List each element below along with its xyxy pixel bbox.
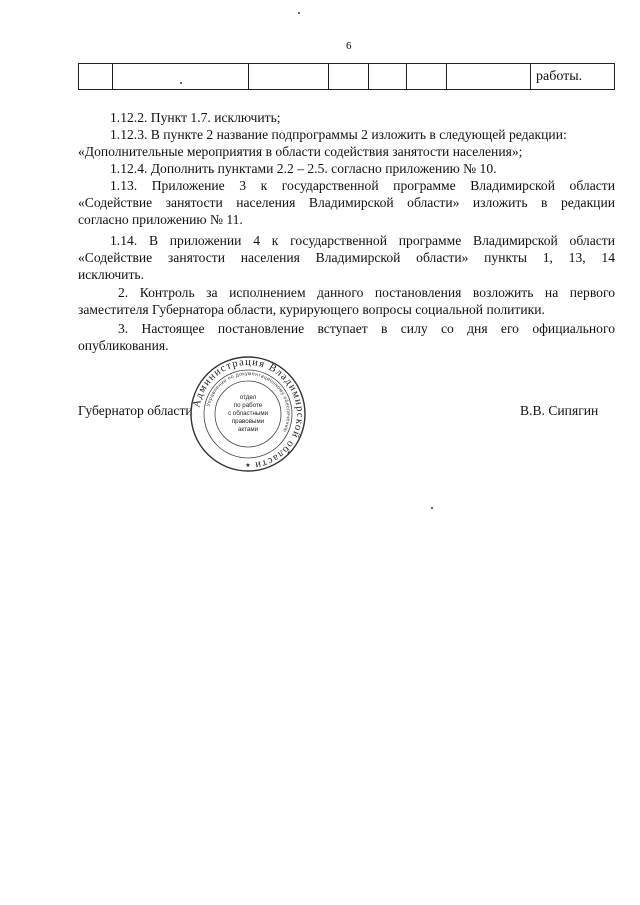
signer-name: В.В. Сипягин [520, 403, 599, 418]
body-line: «Содействие занятости населения Владимирской области» изложить в редакции [78, 195, 615, 210]
table-cell [447, 64, 531, 90]
table-cell [113, 64, 249, 90]
stamp-center-line: правовыми [231, 418, 265, 425]
stamp-outer-text: Администрация Владимирской области [191, 356, 306, 471]
table-cell [249, 64, 329, 90]
stamp-center-line: актами [237, 426, 259, 433]
body-line: 1.12.3. В пункте 2 название подпрограммы 2 изложить в следующей редакции: [110, 127, 567, 142]
body-line: заместителя Губернатора области, курирующего вопросы социальной политики. [78, 302, 545, 317]
body-line: 1.14. В приложении 4 к государственной программе Владимирской области [110, 233, 615, 248]
body-line: опубликования. [78, 338, 169, 353]
table-cell [79, 64, 113, 90]
stamp-center-line: по работе [233, 402, 263, 409]
stamp-center-line: отдел [239, 394, 257, 401]
signer-title: Губернатор области [78, 403, 193, 418]
body-line: «Содействие занятости населения Владимирской области» пункты 1, 13, 14 [78, 250, 615, 265]
scan-speck [431, 507, 433, 509]
body-line: 3. Настоящее постановление вступает в силу со дня его официального [118, 321, 615, 336]
body-line: «Дополнительные мероприятия в области содействия занятости населения»; [78, 144, 523, 159]
body-line: 1.12.4. Дополнить пунктами 2.2 – 2.5. согласно приложению № 10. [110, 161, 497, 176]
scan-speck [180, 82, 182, 84]
stamp-inner-text: Управление по документационному обеспечению [205, 370, 292, 433]
table-cell [407, 64, 447, 90]
table-cell [369, 64, 407, 90]
body-line: 1.13. Приложение 3 к государственной программе Владимирской области [110, 178, 615, 193]
continuation-table [78, 63, 615, 90]
scan-speck [298, 12, 300, 14]
stamp-star-icon: ★ [245, 463, 251, 469]
stamp-center-line: с областными [227, 410, 269, 417]
official-stamp [188, 354, 308, 474]
body-line: 2. Контроль за исполнением данного постановления возложить на первого [118, 285, 615, 300]
table-cell [329, 64, 369, 90]
body-line: 1.12.2. Пункт 1.7. исключить; [110, 110, 281, 125]
page-number: 6 [346, 40, 352, 52]
body-line: исключить. [78, 267, 144, 282]
table-cell: работы. [531, 64, 615, 90]
table-row [79, 64, 615, 90]
body-line: согласно приложению № 11. [78, 212, 243, 227]
